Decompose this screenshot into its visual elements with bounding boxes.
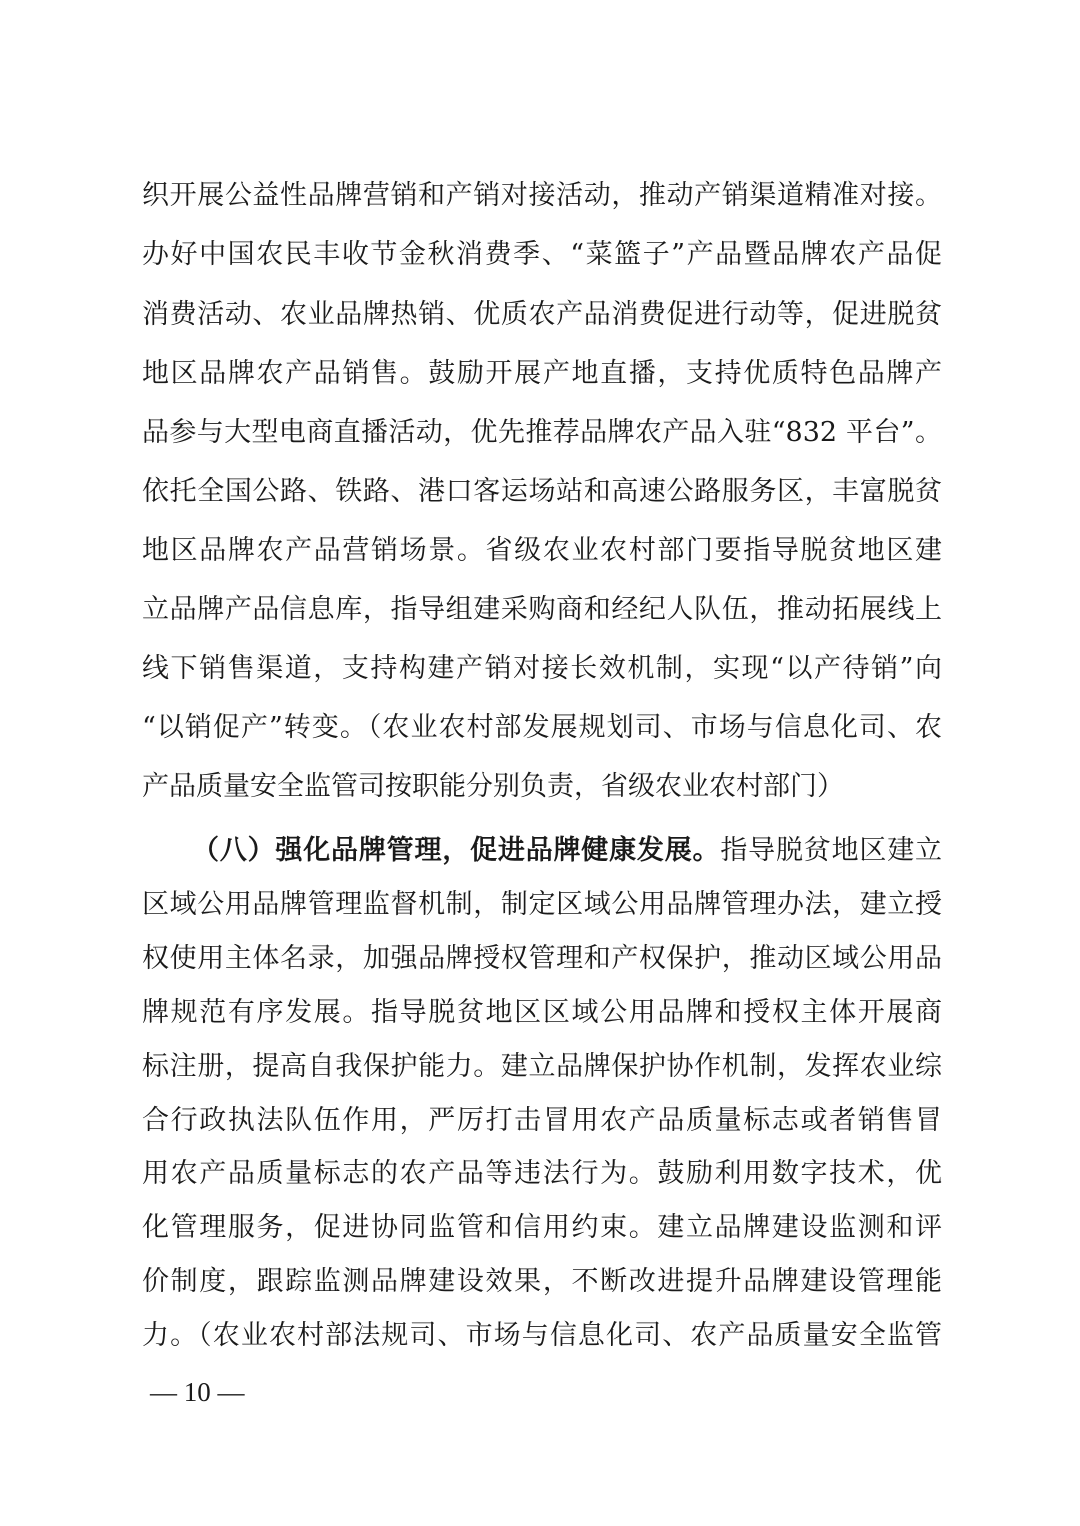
body-text-line: 价制度，跟踪监测品牌建设效果，不断改进提升品牌建设管理能 bbox=[142, 1266, 942, 1297]
body-text-line: 品参与大型电商直播活动，优先推荐品牌农产品入驻“832 平台”。 bbox=[142, 417, 942, 448]
body-text-line: 区域公用品牌管理监督机制，制定区域公用品牌管理办法，建立授 bbox=[142, 889, 942, 920]
body-text-line: 合行政执法队伍作用，严厉打击冒用农产品质量标志或者销售冒 bbox=[142, 1105, 942, 1136]
body-text-line: “以销促产”转变。（农业农村部发展规划司、市场与信息化司、农 bbox=[142, 712, 942, 743]
body-text-line: 用农产品质量标志的农产品等违法行为。鼓励利用数字技术，优 bbox=[142, 1158, 942, 1189]
body-text-line: 标注册，提高自我保护能力。建立品牌保护协作机制，发挥农业综 bbox=[142, 1051, 942, 1082]
page-number: — 10 — bbox=[150, 1377, 245, 1407]
body-text-line: 地区品牌农产品销售。鼓励开展产地直播，支持优质特色品牌产 bbox=[142, 358, 942, 389]
body-text-line: 消费活动、农业品牌热销、优质农产品消费促进行动等，促进脱贫 bbox=[142, 299, 942, 330]
body-text-line: 线下销售渠道，支持构建产销对接长效机制，实现“以产待销”向 bbox=[142, 653, 942, 684]
body-text-line: 产品质量安全监管司按职能分别负责，省级农业农村部门） bbox=[142, 771, 844, 802]
body-text-line: 力。（农业农村部法规司、市场与信息化司、农产品质量安全监管 bbox=[142, 1320, 942, 1351]
body-text-line: 牌规范有序发展。指导脱贫地区区域公用品牌和授权主体开展商 bbox=[142, 997, 942, 1028]
body-text-line: 地区品牌农产品营销场景。省级农业农村部门要指导脱贫地区建 bbox=[142, 535, 942, 566]
body-text-line: 依托全国公路、铁路、港口客运场站和高速公路服务区，丰富脱贫 bbox=[142, 476, 942, 507]
body-text-line: 织开展公益性品牌营销和产销对接活动，推动产销渠道精准对接。 bbox=[142, 180, 942, 211]
body-text-line: 化管理服务，促进协同监管和信用约束。建立品牌建设监测和评 bbox=[142, 1212, 942, 1243]
body-text-line: 办好中国农民丰收节金秋消费季、“菜篮子”产品暨品牌农产品促 bbox=[142, 239, 942, 270]
section-8-first-line bbox=[192, 831, 942, 871]
section-8-first-line-text: 指导脱贫地区建立 bbox=[720, 835, 943, 866]
body-text-line: 权使用主体名录，加强品牌授权管理和产权保护，推动区域公用品 bbox=[142, 943, 942, 974]
body-text-line: 立品牌产品信息库，指导组建采购商和经纪人队伍，推动拓展线上 bbox=[142, 594, 942, 625]
section-8-heading: （八）强化品牌管理，促进品牌健康发展。 bbox=[192, 835, 721, 866]
